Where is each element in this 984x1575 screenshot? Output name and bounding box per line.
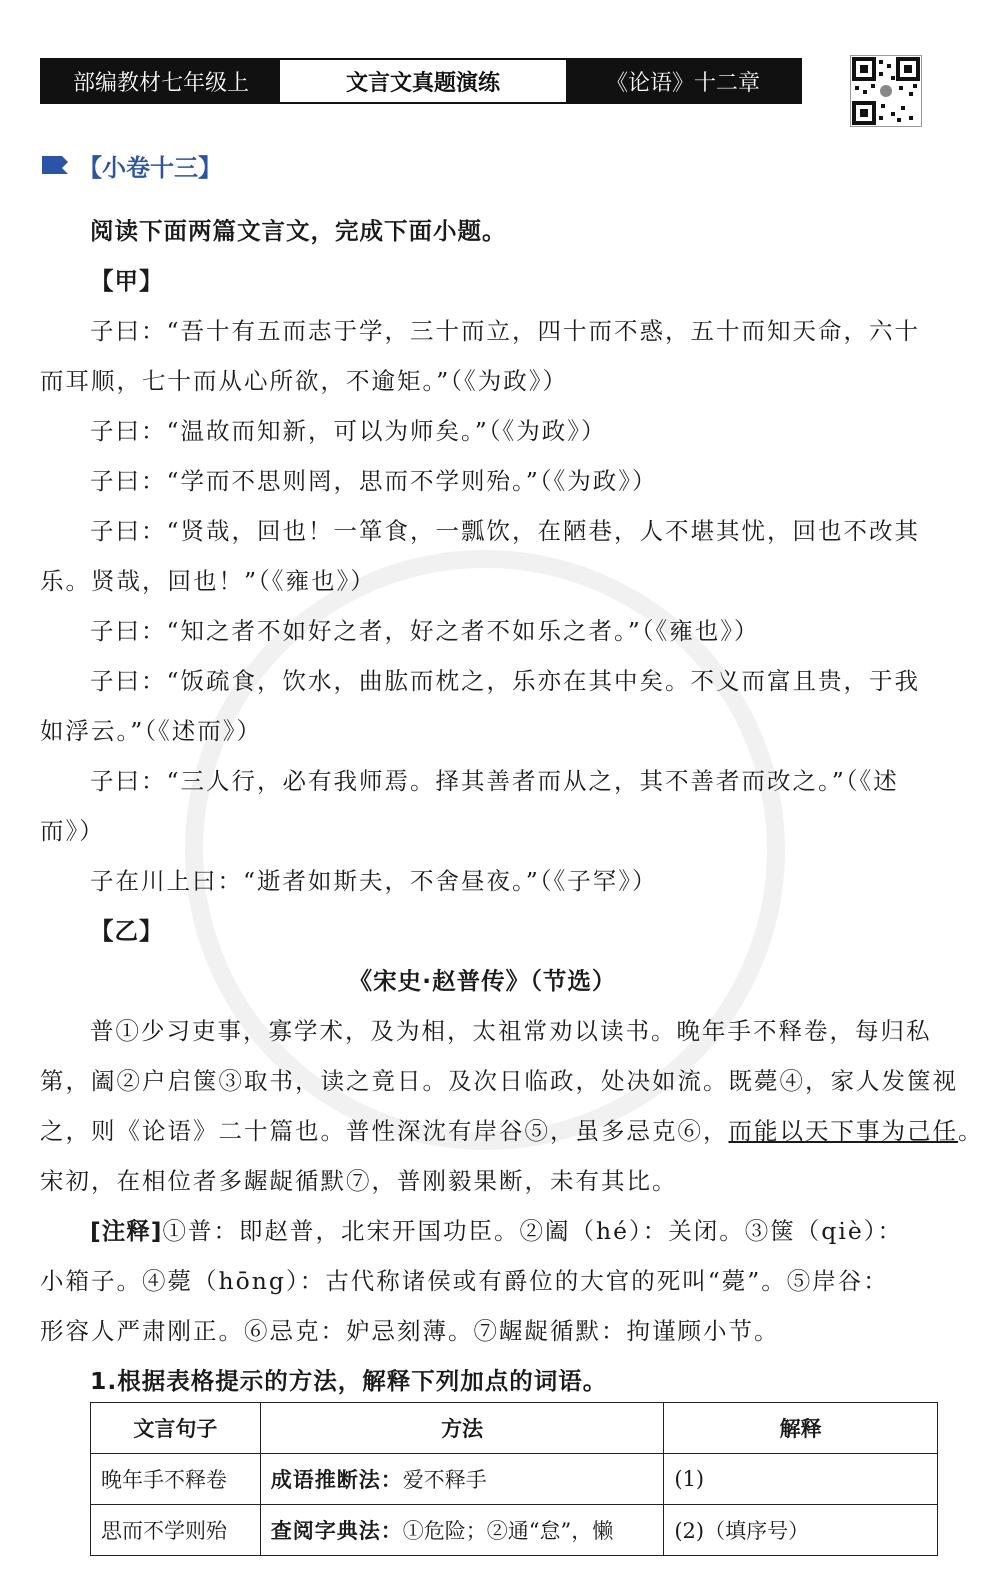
method-text: ①危险；②通“怠”，懒	[402, 1519, 614, 1543]
notes-line	[90, 1212, 903, 1246]
table-row	[91, 1454, 938, 1505]
jia-line: 子曰：“贤哉，回也！一箪食，一瓢饮，在陋巷，人不堪其忧，回也不改其	[90, 517, 921, 545]
section-heading	[40, 148, 222, 183]
jia-label: 【甲】	[90, 267, 164, 295]
jia-line: 子曰：“知之者不如好之者，好之者不如乐之者。”（《雍也》）	[90, 617, 760, 645]
answer-cell[interactable]: (1)	[664, 1454, 938, 1505]
yi-line: 第，阖②户启箧③取书，读之竟日。及次日临政，处决如流。既薨④，家人发箧视	[40, 1067, 958, 1095]
question-table	[90, 1402, 938, 1556]
method-label: 成语推断法：	[270, 1468, 403, 1492]
jia-line: 而耳顺，七十而从心所欲，不逾矩。”（《为政》）	[40, 367, 569, 395]
qr-code-icon	[850, 55, 922, 127]
method-cell	[260, 1505, 664, 1556]
notes-text: ①普：即赵普，北宋开国功臣。②阖（hé）：关闭。③箧（qiè）：	[162, 1217, 903, 1245]
instruction: 阅读下面两篇文言文，完成下面小题。	[90, 217, 507, 245]
method-text: 爱不释手	[402, 1468, 487, 1492]
jia-line: 子曰：“学而不思则罔，思而不学则殆。”（《为政》）	[90, 467, 658, 495]
jia-line: 子在川上曰：“逝者如斯夫，不舍昼夜。”（《子罕》）	[90, 867, 658, 895]
yi-line: 普①少习吏事，寡学术，及为相，太祖常劝以读书。晚年手不释卷，每归私	[90, 1017, 932, 1045]
answer-cell[interactable]: (2)（填序号）	[664, 1505, 938, 1556]
column-header: 解释	[664, 1403, 938, 1454]
bookmark-icon	[40, 154, 70, 178]
method-cell	[260, 1454, 664, 1505]
header-chapter: 《论语》十二章	[566, 60, 800, 102]
column-header: 文言句子	[91, 1403, 261, 1454]
notes-line: 小箱子。④薨（hōng）：古代称诸侯或有爵位的大官的死叫“薨”。⑤岸谷：	[40, 1267, 889, 1295]
jia-line: 而》）	[40, 817, 105, 845]
jia-line: 子曰：“饭疏食，饮水，曲肱而枕之，乐亦在其中矣。不义而富且贵，于我	[90, 667, 921, 695]
jia-line: 子曰：“吾十有五而志于学，三十而立，四十而不惑，五十而知天命，六十	[90, 317, 921, 345]
jia-line: 子曰：“三人行，必有我师焉。择其善者而从之，其不善者而改之。”（《述	[90, 767, 899, 795]
yi-title: 《宋史·赵普传》（节选）	[348, 967, 617, 995]
yi-label: 【乙】	[90, 917, 164, 945]
table-row	[91, 1505, 938, 1556]
section-title: 【小卷十三】	[78, 154, 222, 182]
header-topic: 文言文真题演练	[280, 60, 566, 102]
question-prompt: 1.根据表格提示的方法，解释下列加点的词语。	[90, 1367, 608, 1395]
notes-label: [注释]	[90, 1217, 163, 1245]
underlined-sentence: 而能以天下事为己任	[728, 1117, 958, 1145]
jia-line: 子曰：“温故而知新，可以为师矣。”（《为政》）	[90, 417, 607, 445]
jia-line: 乐。贤哉，回也！”（《雍也》）	[40, 567, 376, 595]
page-header	[40, 58, 802, 104]
yi-line: 宋初，在相位者多龌龊循默⑦，普刚毅果断，未有其比。	[40, 1167, 678, 1195]
table-header-row	[91, 1403, 938, 1454]
method-label: 查阅字典法：	[270, 1519, 403, 1543]
jia-line: 如浮云。”（《述而》）	[40, 717, 263, 745]
sentence-cell: 晚年手不释卷	[91, 1454, 261, 1505]
sentence-cell: 思而不学则殆	[91, 1505, 261, 1556]
yi-line	[40, 1112, 984, 1146]
column-header: 方法	[260, 1403, 664, 1454]
yi-line-text: 之，则《论语》二十篇也。普性深沈有岸谷⑤，虽多忌克⑥，	[40, 1117, 729, 1145]
notes-line: 形容人严肃刚正。⑥忌克：妒忌刻薄。⑦龌龊循默：拘谨顾小节。	[40, 1317, 780, 1345]
header-grade: 部编教材七年级上	[42, 60, 280, 102]
yi-line-end: 。	[958, 1117, 984, 1145]
